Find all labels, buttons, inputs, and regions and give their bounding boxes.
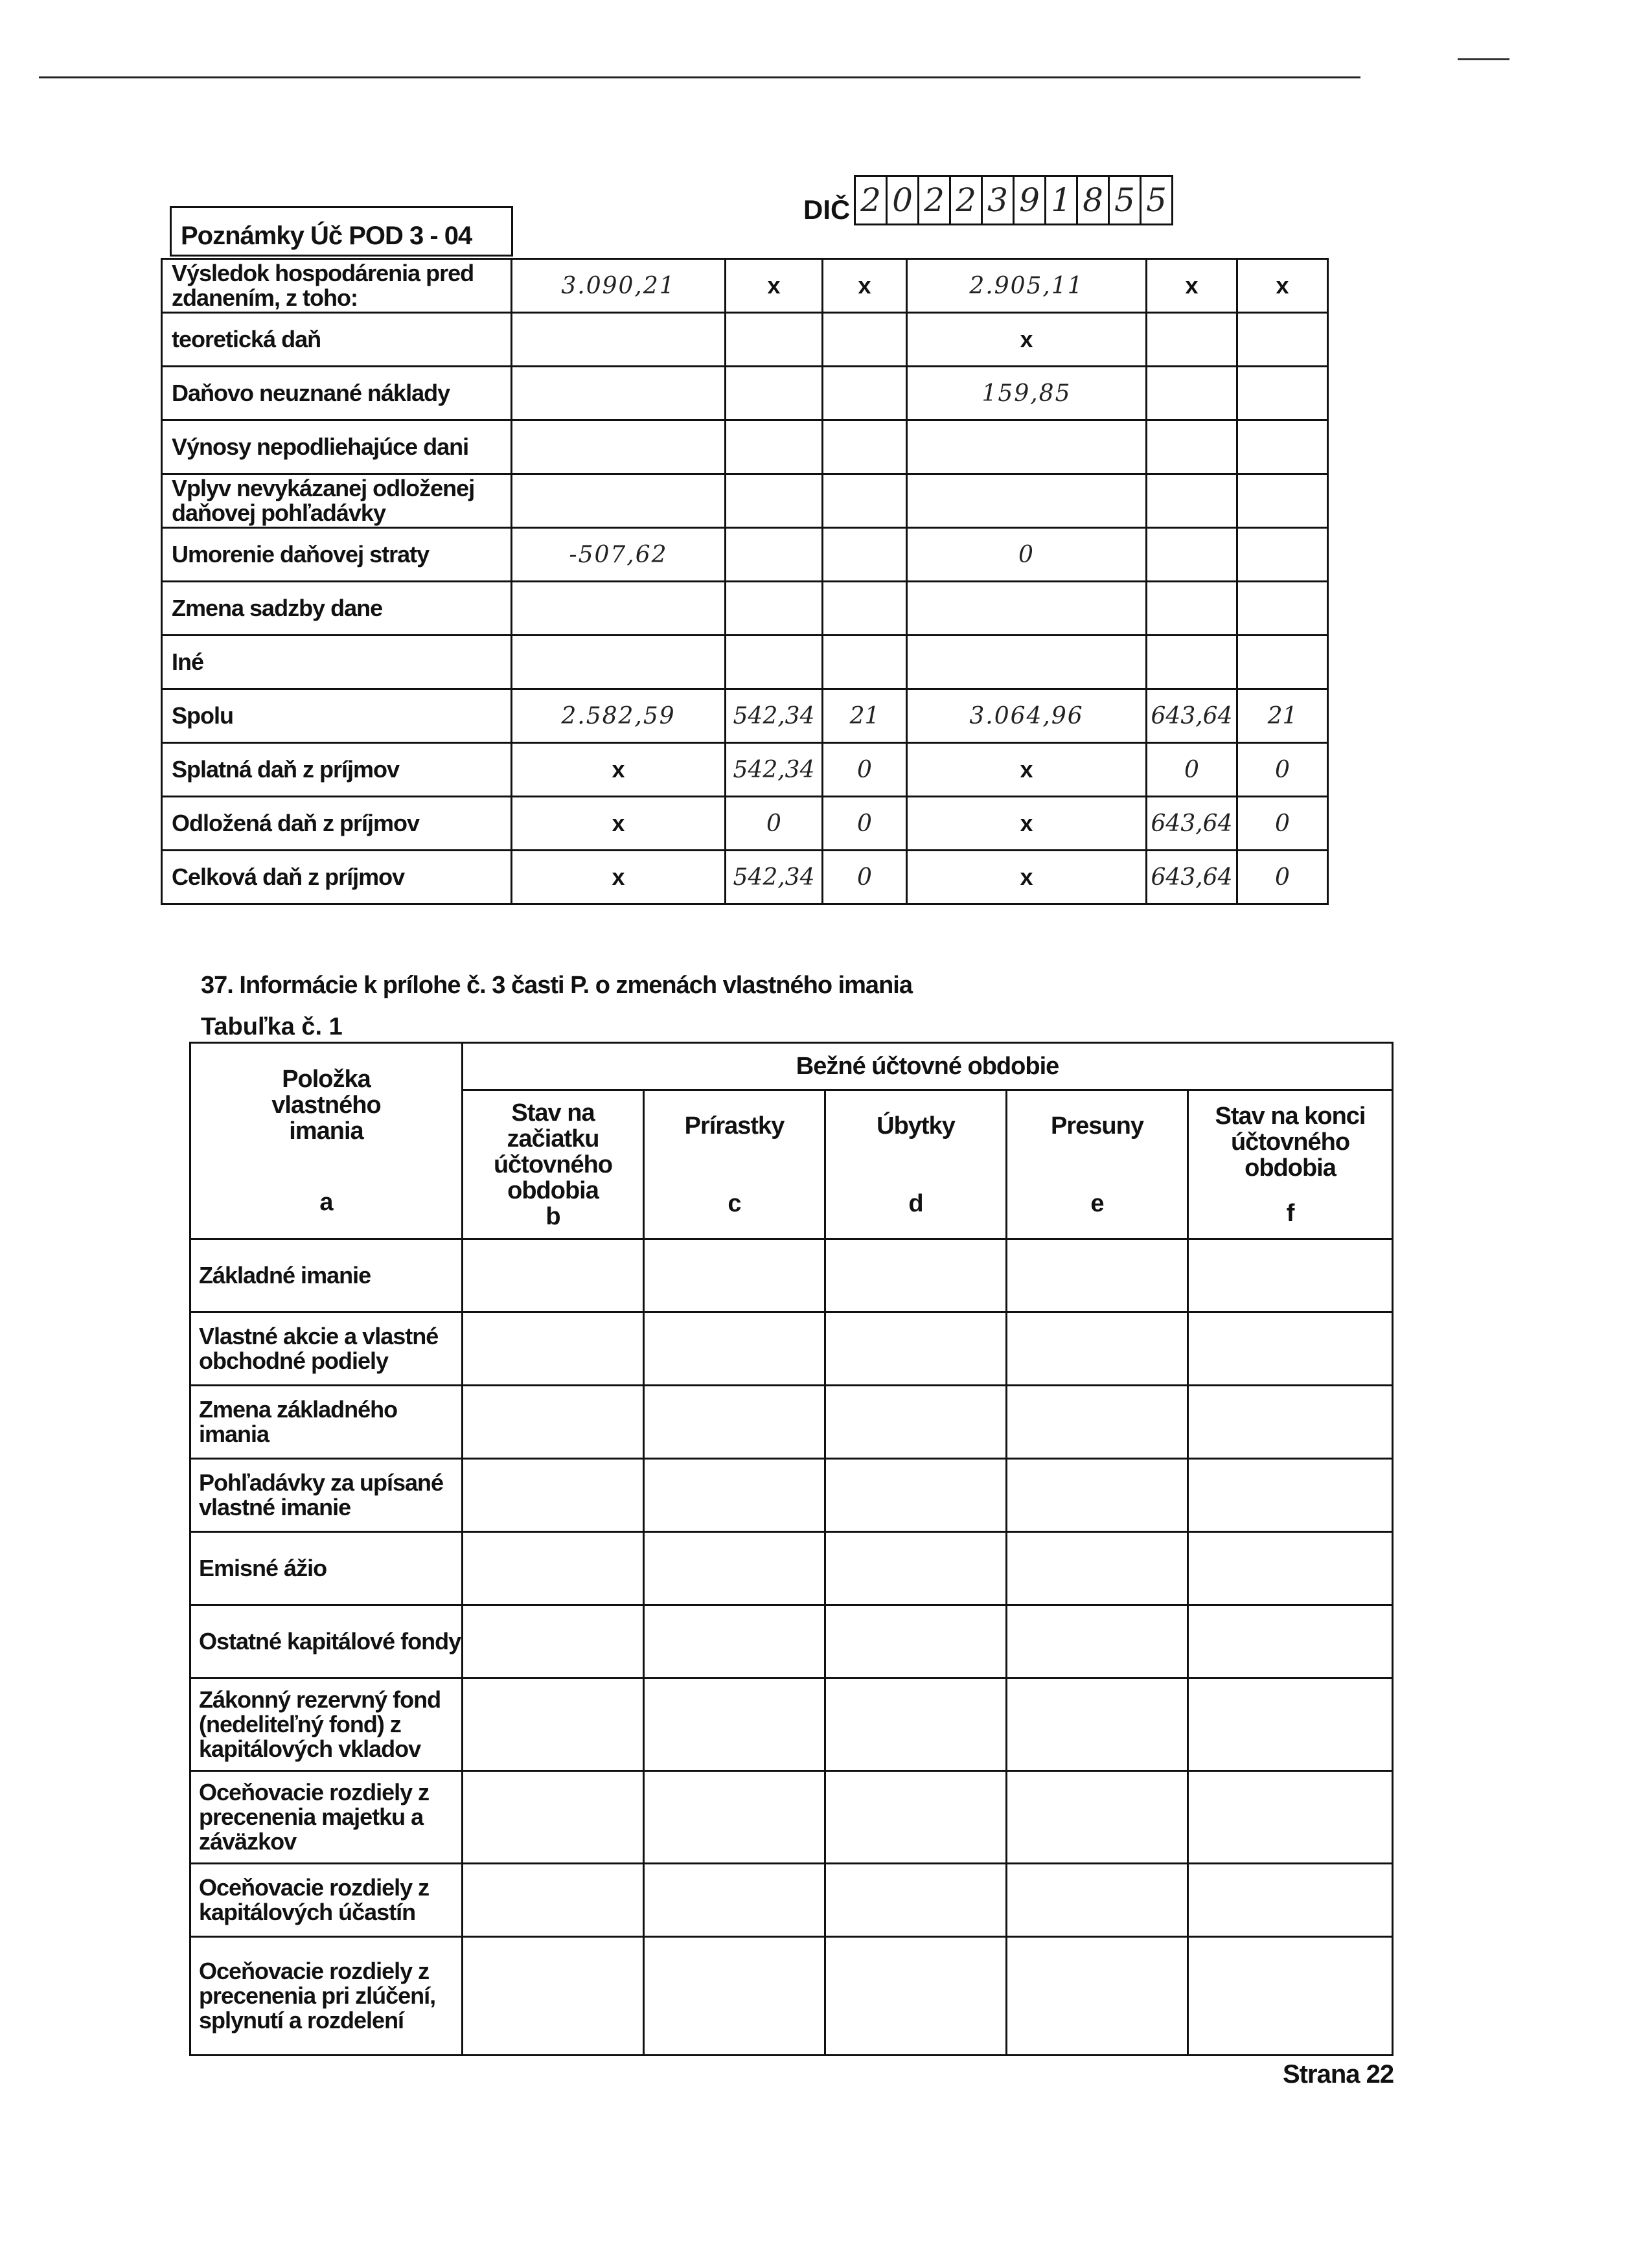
dic-digit: 2 xyxy=(919,177,951,223)
equity-row-label: Základné imanie xyxy=(190,1239,463,1312)
col-letter: c xyxy=(728,1189,741,1217)
equity-row xyxy=(190,1605,1393,1678)
dic-digit: 9 xyxy=(1015,177,1046,223)
tax-row xyxy=(162,420,1328,474)
equity-cell xyxy=(1188,1864,1393,1937)
form-code: Poznámky Úč POD 3 - 04 xyxy=(181,222,472,250)
equity-cell xyxy=(1007,1312,1188,1386)
tax-cell-c6: 0 xyxy=(1237,743,1328,797)
equity-cell xyxy=(1188,1386,1393,1459)
tax-cell-c6: 0 xyxy=(1237,851,1328,904)
equity-cell xyxy=(644,1532,825,1605)
tax-cell-c3 xyxy=(823,636,907,689)
period-group-header: Bežné účtovné obdobie xyxy=(463,1043,1393,1090)
tax-cell-c5 xyxy=(1147,367,1237,420)
equity-row xyxy=(190,1386,1393,1459)
col-a-title: Položka vlastného imania xyxy=(271,1066,381,1145)
equity-cell xyxy=(1188,1771,1393,1864)
equity-cell xyxy=(644,1386,825,1459)
col-a-header xyxy=(190,1043,463,1239)
tax-cell-c5 xyxy=(1147,636,1237,689)
tax-cell-c1 xyxy=(512,582,726,636)
tax-cell-c1: x xyxy=(512,851,726,904)
equity-cell xyxy=(463,1386,644,1459)
tax-row-label: Celková daň z príjmov xyxy=(162,851,512,904)
equity-row-label: Oceňovacie rozdiely z kapitálových účastín xyxy=(190,1864,463,1937)
tax-cell-c4: 3.064,96 xyxy=(907,689,1147,743)
equity-cell xyxy=(825,1312,1007,1386)
equity-cell xyxy=(1007,1771,1188,1864)
tax-cell-c3 xyxy=(823,474,907,528)
dic-digit: 5 xyxy=(1110,177,1141,223)
dic-digit: 2 xyxy=(856,177,888,223)
col-letter: f xyxy=(1286,1199,1294,1227)
dic-label: DIČ xyxy=(803,194,851,225)
tax-row xyxy=(162,528,1328,582)
tax-cell-c1 xyxy=(512,636,726,689)
tax-row xyxy=(162,636,1328,689)
col-letter: e xyxy=(1090,1189,1104,1217)
tax-cell-c6 xyxy=(1237,636,1328,689)
equity-cell xyxy=(825,1239,1007,1312)
tax-cell-c2: 542,34 xyxy=(726,743,823,797)
col-f-title: Stav na konci účtovného obdobia xyxy=(1215,1102,1366,1182)
tax-cell-c4: 0 xyxy=(907,528,1147,582)
tax-cell-c5 xyxy=(1147,420,1237,474)
tax-row-label: Iné xyxy=(162,636,512,689)
tax-row-label: Výnosy nepodliehajúce dani xyxy=(162,420,512,474)
tax-cell-c4: x xyxy=(907,313,1147,367)
top-rule xyxy=(39,76,1360,78)
dic-digit: 0 xyxy=(888,177,919,223)
tax-cell-c2 xyxy=(726,420,823,474)
tax-cell-c2: x xyxy=(726,259,823,313)
equity-cell xyxy=(1007,1239,1188,1312)
col-d-title: Úbytky xyxy=(877,1112,955,1140)
tax-cell-c4: 2.905,11 xyxy=(907,259,1147,313)
tax-cell-c2: 542,34 xyxy=(726,851,823,904)
equity-cell xyxy=(825,1605,1007,1678)
tax-cell-c3 xyxy=(823,313,907,367)
tax-cell-c5: 643,64 xyxy=(1147,689,1237,743)
tax-cell-c6: x xyxy=(1237,259,1328,313)
col-e-header xyxy=(1007,1090,1188,1239)
tax-row xyxy=(162,689,1328,743)
equity-row xyxy=(190,1459,1393,1532)
equity-cell xyxy=(1007,1605,1188,1678)
tax-row-label: teoretická daň xyxy=(162,313,512,367)
tax-cell-c6: 21 xyxy=(1237,689,1328,743)
table-label: Tabuľka č. 1 xyxy=(201,1013,343,1040)
equity-row-label: Zákonný rezervný fond (nedeliteľný fond) z kapitálových vkladov xyxy=(190,1678,463,1771)
equity-cell xyxy=(463,1312,644,1386)
tax-cell-c2 xyxy=(726,474,823,528)
equity-cell xyxy=(644,1771,825,1864)
tax-cell-c6 xyxy=(1237,367,1328,420)
tax-cell-c2: 542,34 xyxy=(726,689,823,743)
tax-cell-c3 xyxy=(823,528,907,582)
equity-cell xyxy=(463,1864,644,1937)
tax-row-label: Daňovo neuznané náklady xyxy=(162,367,512,420)
equity-cell xyxy=(463,1459,644,1532)
equity-row xyxy=(190,1937,1393,2056)
tax-cell-c6 xyxy=(1237,582,1328,636)
tax-cell-c4 xyxy=(907,474,1147,528)
equity-cell xyxy=(644,1678,825,1771)
equity-cell xyxy=(1007,1678,1188,1771)
dic-digit: 1 xyxy=(1046,177,1078,223)
equity-cell xyxy=(825,1386,1007,1459)
equity-cell xyxy=(644,1239,825,1312)
tax-cell-c5: 643,64 xyxy=(1147,851,1237,904)
tax-cell-c1: 2.582,59 xyxy=(512,689,726,743)
tax-cell-c1: -507,62 xyxy=(512,528,726,582)
equity-cell xyxy=(644,1605,825,1678)
tax-cell-c3 xyxy=(823,367,907,420)
tax-row xyxy=(162,313,1328,367)
tax-row xyxy=(162,797,1328,851)
col-d-header xyxy=(825,1090,1007,1239)
tax-cell-c2: 0 xyxy=(726,797,823,851)
tax-cell-c5 xyxy=(1147,474,1237,528)
tax-cell-c5: 643,64 xyxy=(1147,797,1237,851)
equity-cell xyxy=(1188,1937,1393,2056)
equity-cell xyxy=(825,1532,1007,1605)
dic-digit: 8 xyxy=(1078,177,1110,223)
tax-cell-c6 xyxy=(1237,420,1328,474)
equity-cell xyxy=(463,1605,644,1678)
tax-row-label: Výsledok hospodárenia pred zdanením, z toho: xyxy=(162,259,512,313)
equity-cell xyxy=(463,1678,644,1771)
tax-cell-c5 xyxy=(1147,528,1237,582)
col-letter: a xyxy=(319,1189,333,1216)
tax-cell-c5 xyxy=(1147,582,1237,636)
equity-cell xyxy=(463,1937,644,2056)
equity-row-label: Emisné ážio xyxy=(190,1532,463,1605)
equity-cell xyxy=(825,1678,1007,1771)
col-c-title: Prírastky xyxy=(684,1112,785,1140)
equity-cell xyxy=(463,1532,644,1605)
equity-row-label: Oceňovacie rozdiely z precenenia majetku a záväzkov xyxy=(190,1771,463,1864)
tax-cell-c4 xyxy=(907,636,1147,689)
scan-mark xyxy=(1458,58,1509,60)
equity-cell xyxy=(1007,1459,1188,1532)
tax-cell-c1: x xyxy=(512,797,726,851)
tax-cell-c1 xyxy=(512,367,726,420)
equity-row-label: Ostatné kapitálové fondy xyxy=(190,1605,463,1678)
equity-row-label: Zmena základného imania xyxy=(190,1386,463,1459)
equity-cell xyxy=(825,1771,1007,1864)
tax-cell-c3 xyxy=(823,420,907,474)
equity-cell xyxy=(825,1459,1007,1532)
tax-cell-c4: x xyxy=(907,743,1147,797)
tax-cell-c4: x xyxy=(907,797,1147,851)
equity-cell xyxy=(1188,1312,1393,1386)
equity-cell xyxy=(644,1864,825,1937)
equity-cell xyxy=(1188,1678,1393,1771)
col-f-header xyxy=(1188,1090,1393,1239)
tax-cell-c3: x xyxy=(823,259,907,313)
tax-cell-c3: 21 xyxy=(823,689,907,743)
tax-cell-c5 xyxy=(1147,313,1237,367)
tax-reconciliation-table xyxy=(161,258,1329,905)
equity-row xyxy=(190,1532,1393,1605)
tax-cell-c1 xyxy=(512,313,726,367)
tax-cell-c3: 0 xyxy=(823,743,907,797)
tax-cell-c4 xyxy=(907,582,1147,636)
tax-cell-c4 xyxy=(907,420,1147,474)
tax-cell-c5: x xyxy=(1147,259,1237,313)
tax-cell-c6: 0 xyxy=(1237,797,1328,851)
tax-row xyxy=(162,582,1328,636)
tax-cell-c2 xyxy=(726,528,823,582)
tax-cell-c5: 0 xyxy=(1147,743,1237,797)
col-b-header xyxy=(463,1090,644,1239)
tax-cell-c2 xyxy=(726,636,823,689)
equity-cell xyxy=(463,1771,644,1864)
col-c-header xyxy=(644,1090,825,1239)
tax-row xyxy=(162,259,1328,313)
equity-cell xyxy=(644,1937,825,2056)
tax-cell-c6 xyxy=(1237,474,1328,528)
tax-cell-c3: 0 xyxy=(823,851,907,904)
equity-row xyxy=(190,1864,1393,1937)
tax-cell-c4: x xyxy=(907,851,1147,904)
tax-cell-c1: 3.090,21 xyxy=(512,259,726,313)
tax-cell-c3: 0 xyxy=(823,797,907,851)
equity-cell xyxy=(644,1312,825,1386)
dic-boxes xyxy=(854,175,1173,225)
tax-row xyxy=(162,743,1328,797)
col-b-title: Stav na začiatku účtovného obdobia xyxy=(493,1099,613,1204)
equity-row xyxy=(190,1678,1393,1771)
tax-row xyxy=(162,851,1328,904)
dic-digit: 3 xyxy=(983,177,1015,223)
equity-cell xyxy=(1188,1532,1393,1605)
form-code-box xyxy=(170,206,513,257)
dic-digit: 2 xyxy=(951,177,983,223)
tax-cell-c4: 159,85 xyxy=(907,367,1147,420)
tax-row-label: Spolu xyxy=(162,689,512,743)
tax-cell-c1 xyxy=(512,474,726,528)
tax-row-label: Splatná daň z príjmov xyxy=(162,743,512,797)
equity-row xyxy=(190,1771,1393,1864)
tax-row xyxy=(162,367,1328,420)
col-e-title: Presuny xyxy=(1051,1112,1143,1140)
equity-cell xyxy=(1188,1459,1393,1532)
tax-cell-c1: x xyxy=(512,743,726,797)
tax-row xyxy=(162,474,1328,528)
equity-cell xyxy=(1007,1864,1188,1937)
tax-cell-c2 xyxy=(726,313,823,367)
equity-cell xyxy=(1007,1532,1188,1605)
tax-cell-c1 xyxy=(512,420,726,474)
equity-cell xyxy=(463,1239,644,1312)
equity-cell xyxy=(825,1937,1007,2056)
equity-row xyxy=(190,1312,1393,1386)
tax-cell-c2 xyxy=(726,582,823,636)
equity-row-label: Vlastné akcie a vlastné obchodné podiely xyxy=(190,1312,463,1386)
equity-cell xyxy=(1188,1605,1393,1678)
equity-cell xyxy=(825,1864,1007,1937)
page-number: Strana 22 xyxy=(1283,2060,1394,2089)
tax-cell-c2 xyxy=(726,367,823,420)
equity-row-label: Pohľadávky za upísané vlastné imanie xyxy=(190,1459,463,1532)
equity-cell xyxy=(644,1459,825,1532)
equity-cell xyxy=(1007,1386,1188,1459)
tax-cell-c6 xyxy=(1237,528,1328,582)
tax-row-label: Odložená daň z príjmov xyxy=(162,797,512,851)
equity-cell xyxy=(1188,1239,1393,1312)
dic-digit: 5 xyxy=(1146,181,1167,219)
tax-row-label: Umorenie daňovej straty xyxy=(162,528,512,582)
col-letter: d xyxy=(908,1189,923,1217)
col-letter: b xyxy=(545,1202,560,1230)
section-37-title: 37. Informácie k prílohe č. 3 časti P. o zmenách vlastného imania xyxy=(201,972,912,999)
tax-cell-c6 xyxy=(1237,313,1328,367)
tax-row-label: Vplyv nevykázanej odloženej daňovej pohľadávky xyxy=(162,474,512,528)
tax-cell-c3 xyxy=(823,582,907,636)
equity-row xyxy=(190,1239,1393,1312)
equity-cell xyxy=(1007,1937,1188,2056)
tax-row-label: Zmena sadzby dane xyxy=(162,582,512,636)
equity-row-label: Oceňovacie rozdiely z precenenia pri zlúčení, splynutí a rozdelení xyxy=(190,1937,463,2056)
equity-changes-table xyxy=(189,1042,1394,2056)
